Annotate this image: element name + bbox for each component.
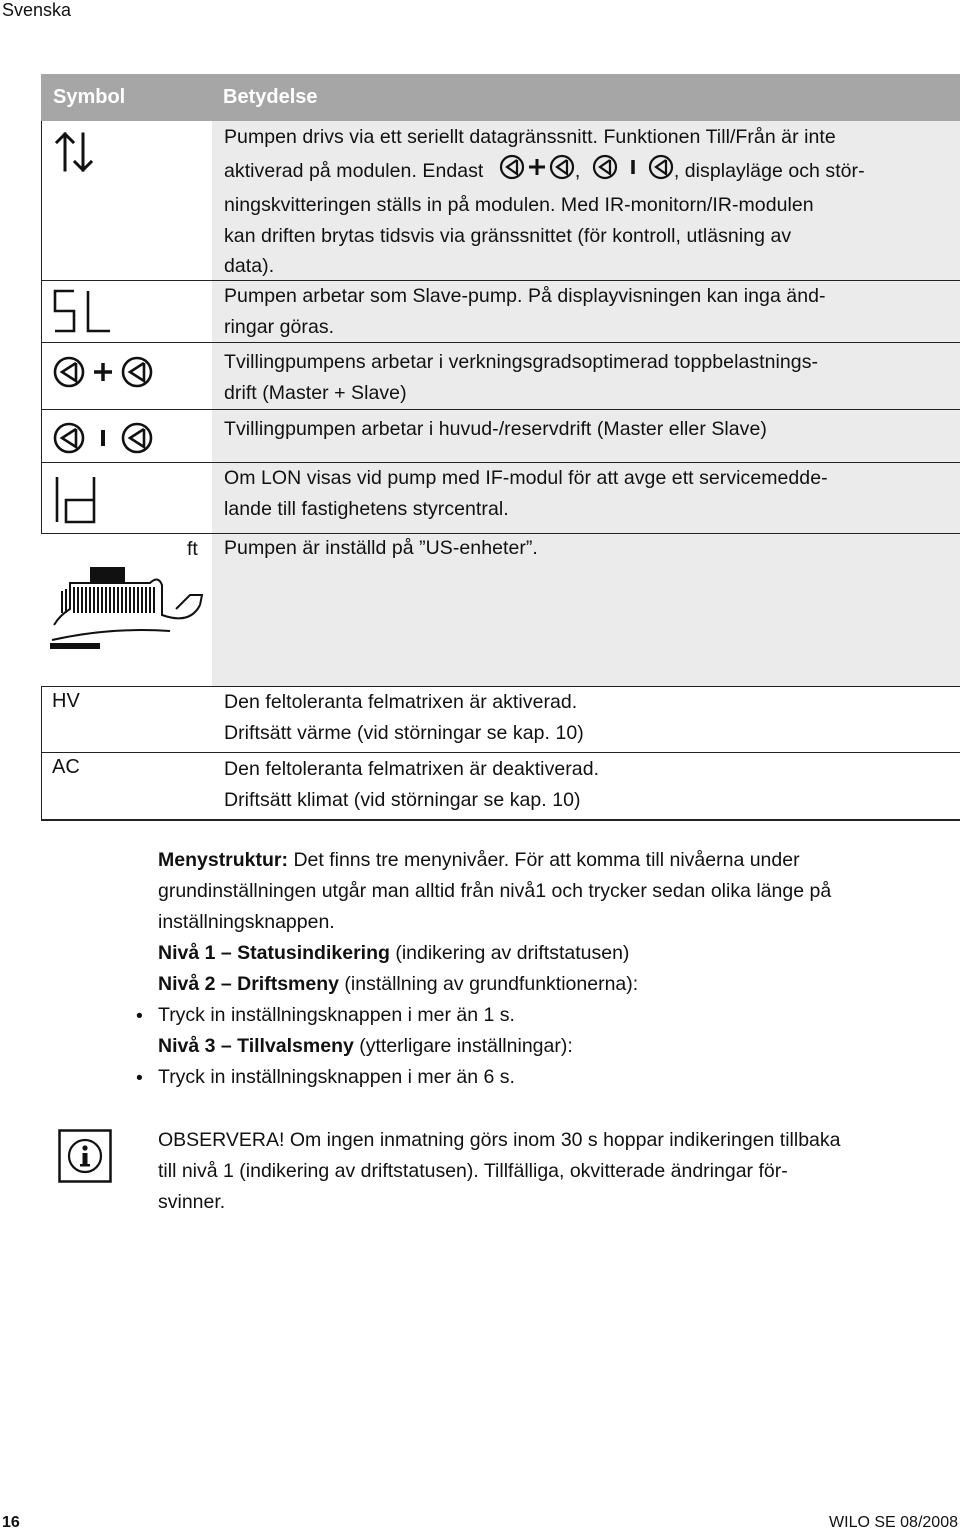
bus-interface-arrows-icon [54, 130, 94, 174]
row-2-description: Pumpen arbetar som Slave-pump. På displayvisningen kan inga änd- ringar göras. [224, 285, 826, 338]
row-divider [41, 752, 960, 753]
row-4-description: Tvillingpumpen arbetar i huvud-/reservdrift (Master eller Slave) [224, 418, 767, 440]
language-label: Svenska [2, 0, 72, 20]
twin-pump-main-reserve-icon [592, 153, 674, 191]
id-display-icon [52, 474, 102, 526]
symbol-ac: AC [52, 756, 80, 778]
row-1-description: Pumpen drivs via ett seriellt datagränssnitt. Funktionen Till/Från är inte aktiverad på modulen. Endast , , displayläge och stör- ningskvitteringen ställs in på modulen. Med IR-monitorn/IR-modulen kan driften brytas tidsvis via gränssnittet (för kontroll, utläsning av data). [224, 126, 865, 277]
row-3-description: Tvillingpumpens arbetar i verkningsgradsoptimerad toppbelastnings- drift (Master + Slave) [224, 351, 819, 404]
twin-pump-parallel-icon [499, 153, 575, 191]
bullet-marker: • [136, 1067, 143, 1089]
row-6-description: Pumpen är inställd på ”US-enheter”. [224, 537, 538, 559]
row-8-description: Den feltoleranta felmatrixen är deaktiverad. Driftsätt klimat (vid störningar se kap. 10) [224, 758, 600, 811]
twin-pump-parallel-icon [52, 354, 156, 390]
setting-knob-icon [50, 565, 210, 655]
column-header-symbol: Symbol [53, 86, 126, 108]
unit-symbol-ft: ft [187, 538, 198, 560]
twin-pump-main-reserve-icon [52, 420, 156, 456]
table-bottom-rule [41, 819, 960, 821]
bullet-marker: • [136, 1005, 143, 1027]
info-icon [58, 1129, 112, 1183]
column-header-meaning: Betydelse [223, 86, 318, 108]
menu-structure-paragraph: Menystruktur: Det finns tre menynivåer. För att komma till nivåerna under grundinställningen utgår man alltid från nivå1 och trycker sedan olika länge på inställningsknappen. Nivå 1 – Statusindikering (indikering av driftstatusen) Nivå 2 – Driftsmeny (inställning av grundfunktionerna): Tryck in inställningsknappen i mer än 1 s. Nivå 3 – Tillvalsmeny (ytterligare inställningar): Tryck in inställningsknappen i mer än 6 s. [158, 849, 832, 1088]
row-7-description: Den feltoleranta felmatrixen är aktiverad. Driftsätt värme (vid störningar se kap. 10) [224, 691, 584, 744]
footer-publisher: WILO SE 08/2008 [829, 1514, 958, 1531]
table-header [41, 74, 960, 121]
row-5-description: Om LON visas vid pump med IF-modul för att avge ett servicemedde- lande till fastighetens styrcentral. [224, 467, 828, 520]
row-divider [41, 342, 960, 343]
table-left-border [41, 686, 42, 819]
page-number: 16 [2, 1514, 20, 1531]
row-divider [41, 409, 960, 410]
sl-display-icon [52, 288, 114, 336]
symbol-hv: HV [52, 690, 80, 712]
table-left-border [41, 121, 42, 533]
notice-paragraph: OBSERVERA! Om ingen inmatning görs inom 30 s hoppar indikeringen tillbaka till nivå 1 (indikering av driftstatusen). Tillfälliga, okvitterade ändringar för- svinner. [158, 1129, 841, 1213]
